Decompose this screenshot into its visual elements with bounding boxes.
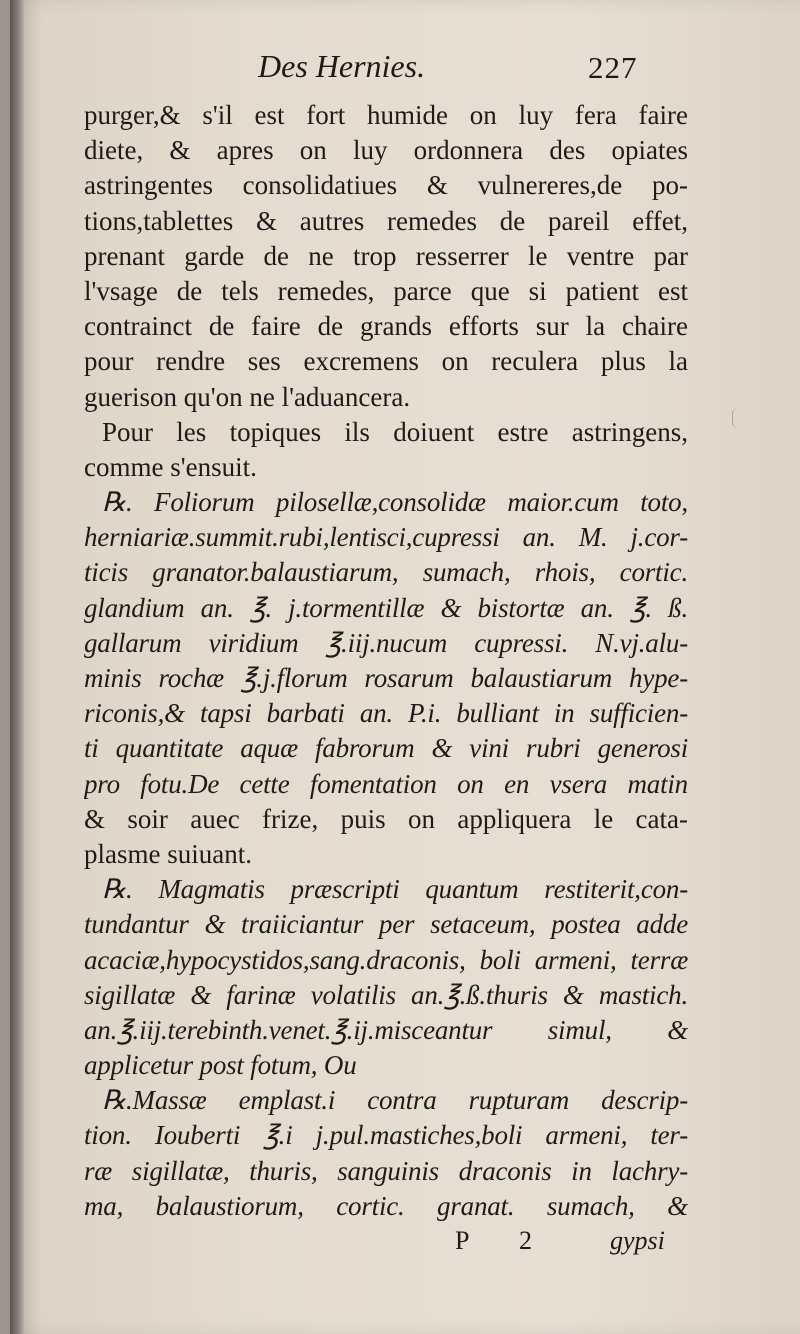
text-line: plasme suiuant. [84, 838, 252, 869]
page-header [0, 48, 800, 88]
text-line: tions,tablettes & autres remedes de pareil effet, [84, 205, 688, 236]
text-line: prenant garde de ne trop resserrer le ventre par [84, 240, 688, 271]
text-line: acaciæ,hypocystidos,sang.draconis, boli armeni, terræ [84, 944, 688, 975]
text-line: pour rendre ses excremens on reculera plus la [84, 346, 688, 377]
text-line: herniariæ.summit.rubi,lentisci,cupressi an. M. j.cor- [84, 522, 688, 553]
text-line: astringentes consolidatiues & vulnereres,de po- [84, 170, 688, 201]
text-line: ℞. Foliorum pilosellæ,consolidæ maior.cum toto, [102, 487, 688, 518]
text-line: guerison qu'on ne l'aduancera. [84, 381, 411, 412]
text-line: ticis granator.balaustiarum, sumach, rhois, cortic. [84, 557, 688, 588]
text-line: contrainct de faire de grands efforts sur la chaire [84, 311, 688, 342]
text-line: & soir auec frize, puis on appliquera le cata- [84, 803, 688, 834]
text-line: l'vsage de tels remedes, parce que si patient est [84, 275, 688, 306]
text-line: ti quantitate aquæ fabrorum & vini rubri generosi [84, 733, 688, 764]
text-body [84, 98, 688, 1224]
text-line: an.℥.iij.terebinth.venet.℥.ij.misceantur simul, & [84, 1014, 688, 1045]
signature-mark: P 2 [455, 1226, 554, 1255]
text-line: pro fotu.De cette fomentation on en vsera matin [84, 768, 688, 799]
text-line: Pour les topiques ils doiuent estre astringens, [102, 416, 688, 447]
catchword: gypsi [610, 1226, 665, 1255]
page-gutter-shadow [10, 0, 24, 1334]
text-line: comme s'ensuit. [84, 451, 257, 482]
text-line: diete, & apres on luy ordonnera des opiates [84, 135, 688, 166]
text-line: applicetur post fotum, Ou [84, 1050, 357, 1081]
text-line: glandium an. ℥. j.tormentillæ & bistortæ an. ℥. ß. [84, 592, 688, 623]
text-line: purger,& s'il est fort humide on luy fera faire [84, 100, 688, 130]
page-number: 227 [588, 50, 638, 85]
text-line: riconis,& tapsi barbati an. P.i. bulliant in sufficien- [84, 698, 688, 729]
text-line: ræ sigillatæ, thuris, sanguinis draconis in lachry- [84, 1155, 688, 1186]
text-line: tundantur & traiiciantur per setaceum, postea adde [84, 909, 688, 940]
text-line: minis rochæ ℥.j.florum rosarum balaustiarum hype- [84, 663, 688, 693]
text-line: sigillatæ & farinæ volatilis an.℥.ß.thuris & mastich. [84, 979, 688, 1010]
text-line: tion. Iouberti ℥.i j.pul.mastiches,boli armeni, ter- [84, 1120, 688, 1151]
text-line: ℞. Magmatis præscripti quantum restiterit,con- [102, 874, 688, 905]
text-line: ℞.Massæ emplast.i contra rupturam descrip- [102, 1085, 688, 1116]
text-line: gallarum viridium ℥.iij.nucum cupressi. N.vj.alu- [84, 627, 688, 658]
margin-mark [732, 408, 745, 428]
running-title: Des Hernies. [258, 48, 426, 84]
text-line: ma, balaustiorum, cortic. granat. sumach, & [84, 1190, 688, 1221]
page-footer [0, 1226, 800, 1266]
